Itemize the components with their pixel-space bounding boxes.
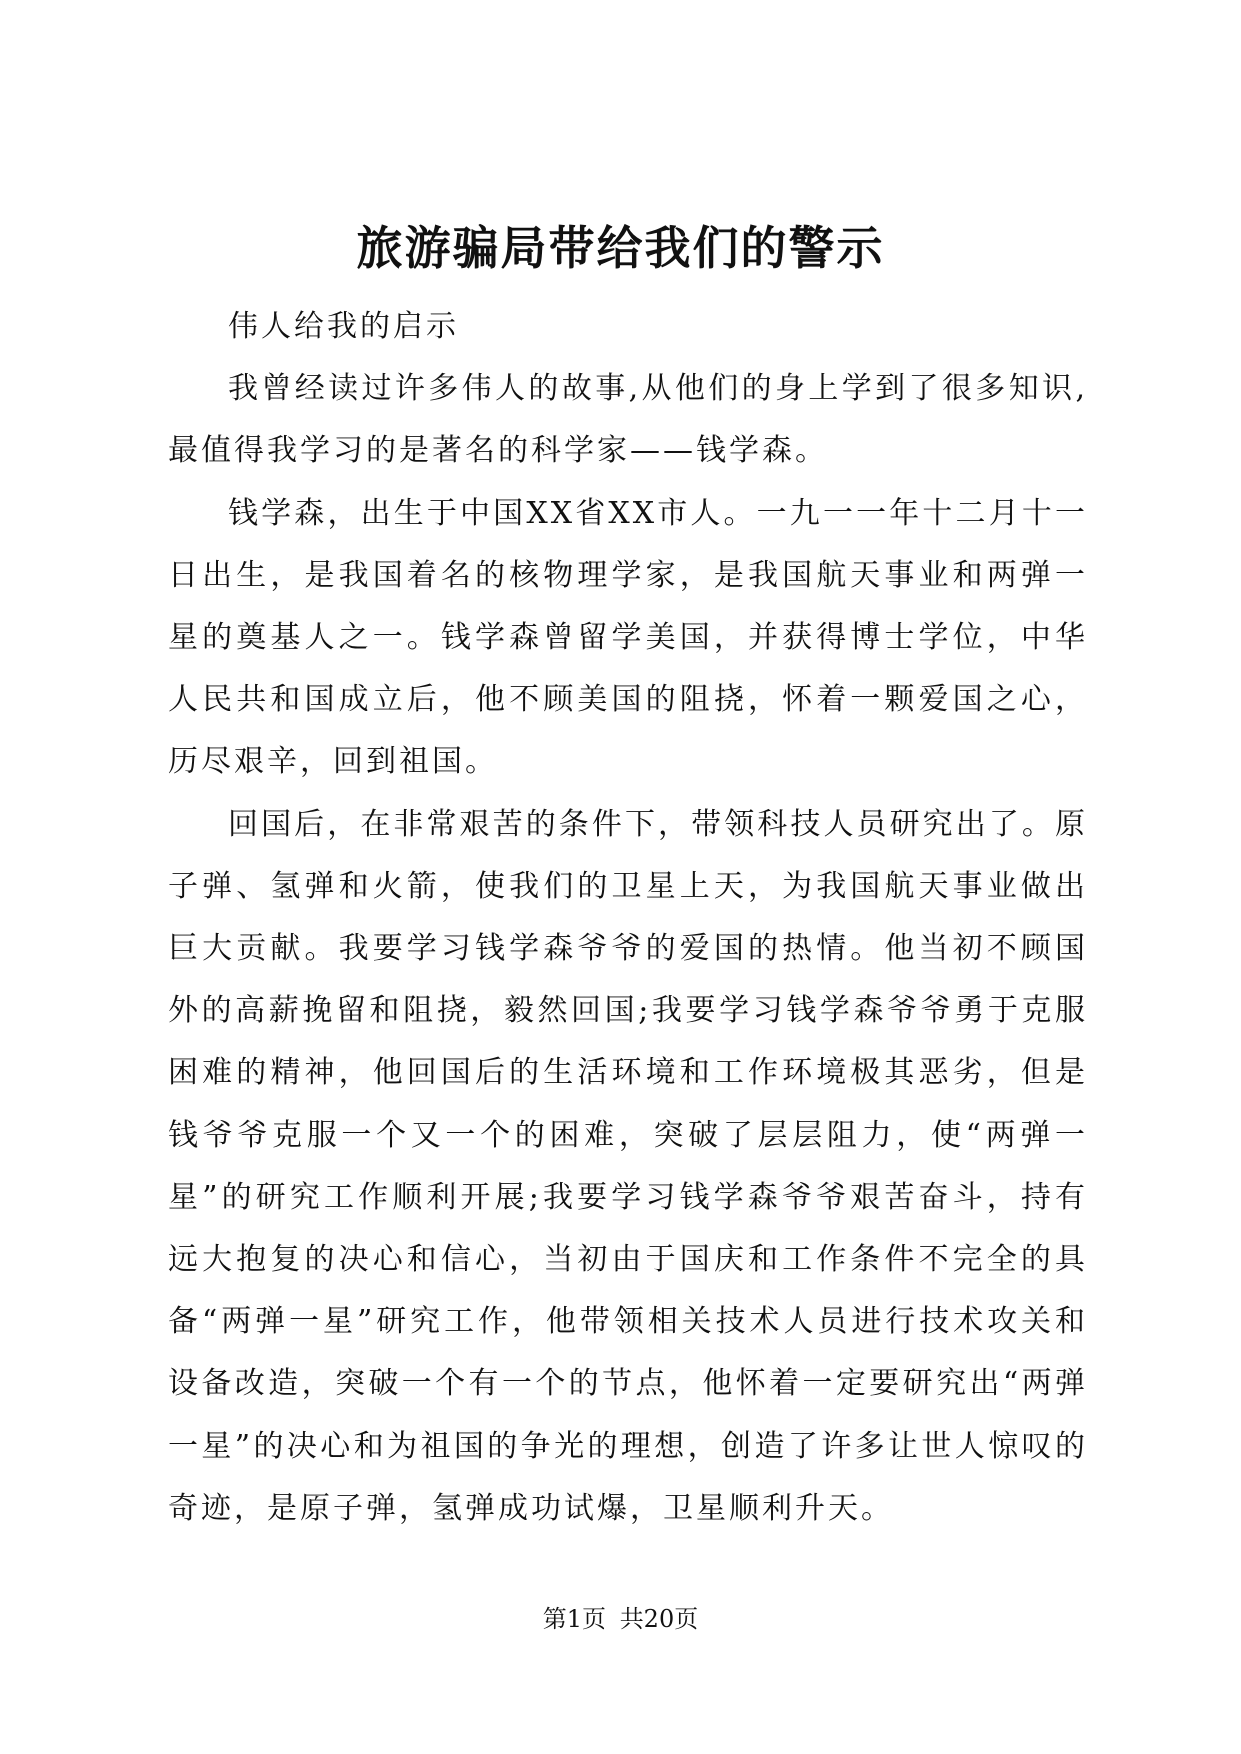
page-footer — [0, 1604, 1241, 1634]
paragraph-biography: 钱学森，出生于中国XX省XX市人。一九一一年十二月十一日出生，是我国着名的核物理学家，是我国航天事业和两弹一星的奠基人之一。钱学森曾留学美国，并获得博士学位，中华人民共和国成立后，他不顾美国的阻挠，怀着一颗爱国之心，历尽艰辛，回到祖国。 — [168, 495, 1088, 780]
document-body — [168, 296, 1088, 1540]
paragraph-achievements: 回国后，在非常艰苦的条件下，带领科技人员研究出了。原子弹、氢弹和火箭，使我们的卫星上天，为我国航天事业做出巨大贡献。我要学习钱学森爷爷的爱国的热情。他当初不顾国外的高薪挽留和阻挠，毅然回国;我要学习钱学森爷爷勇于克服困难的精神，他回国后的生活环境和工作环境极其恶劣，但是钱爷爷克服一个又一个的困难，突破了层层阻力，使“两弹一星”的研究工作顺利开展;我要学习钱学森爷爷艰苦奋斗，持有远大抱复的决心和信心，当初由于国庆和工作条件不完全的具备“两弹一星”研究工作，他带领相关技术人员进行技术攻关和设备改造，突破一个有一个的节点，他怀着一定要研究出“两弹一星”的决心和为祖国的争光的理想，创造了许多让世人惊叹的奇迹，是原子弹，氢弹成功试爆，卫星顺利升天。 — [168, 806, 1088, 1526]
page-number-current: 第1页 — [542, 1605, 607, 1633]
paragraph-subtitle: 伟人给我的启示 — [228, 309, 459, 344]
paragraph-intro: 我曾经读过许多伟人的故事,从他们的身上学到了很多知识,最值得我学习的是著名的科学家——钱学森。 — [168, 371, 1088, 469]
document-title: 旅游骗局带给我们的警示 — [356, 221, 885, 275]
page-number-total: 共20页 — [619, 1605, 699, 1633]
